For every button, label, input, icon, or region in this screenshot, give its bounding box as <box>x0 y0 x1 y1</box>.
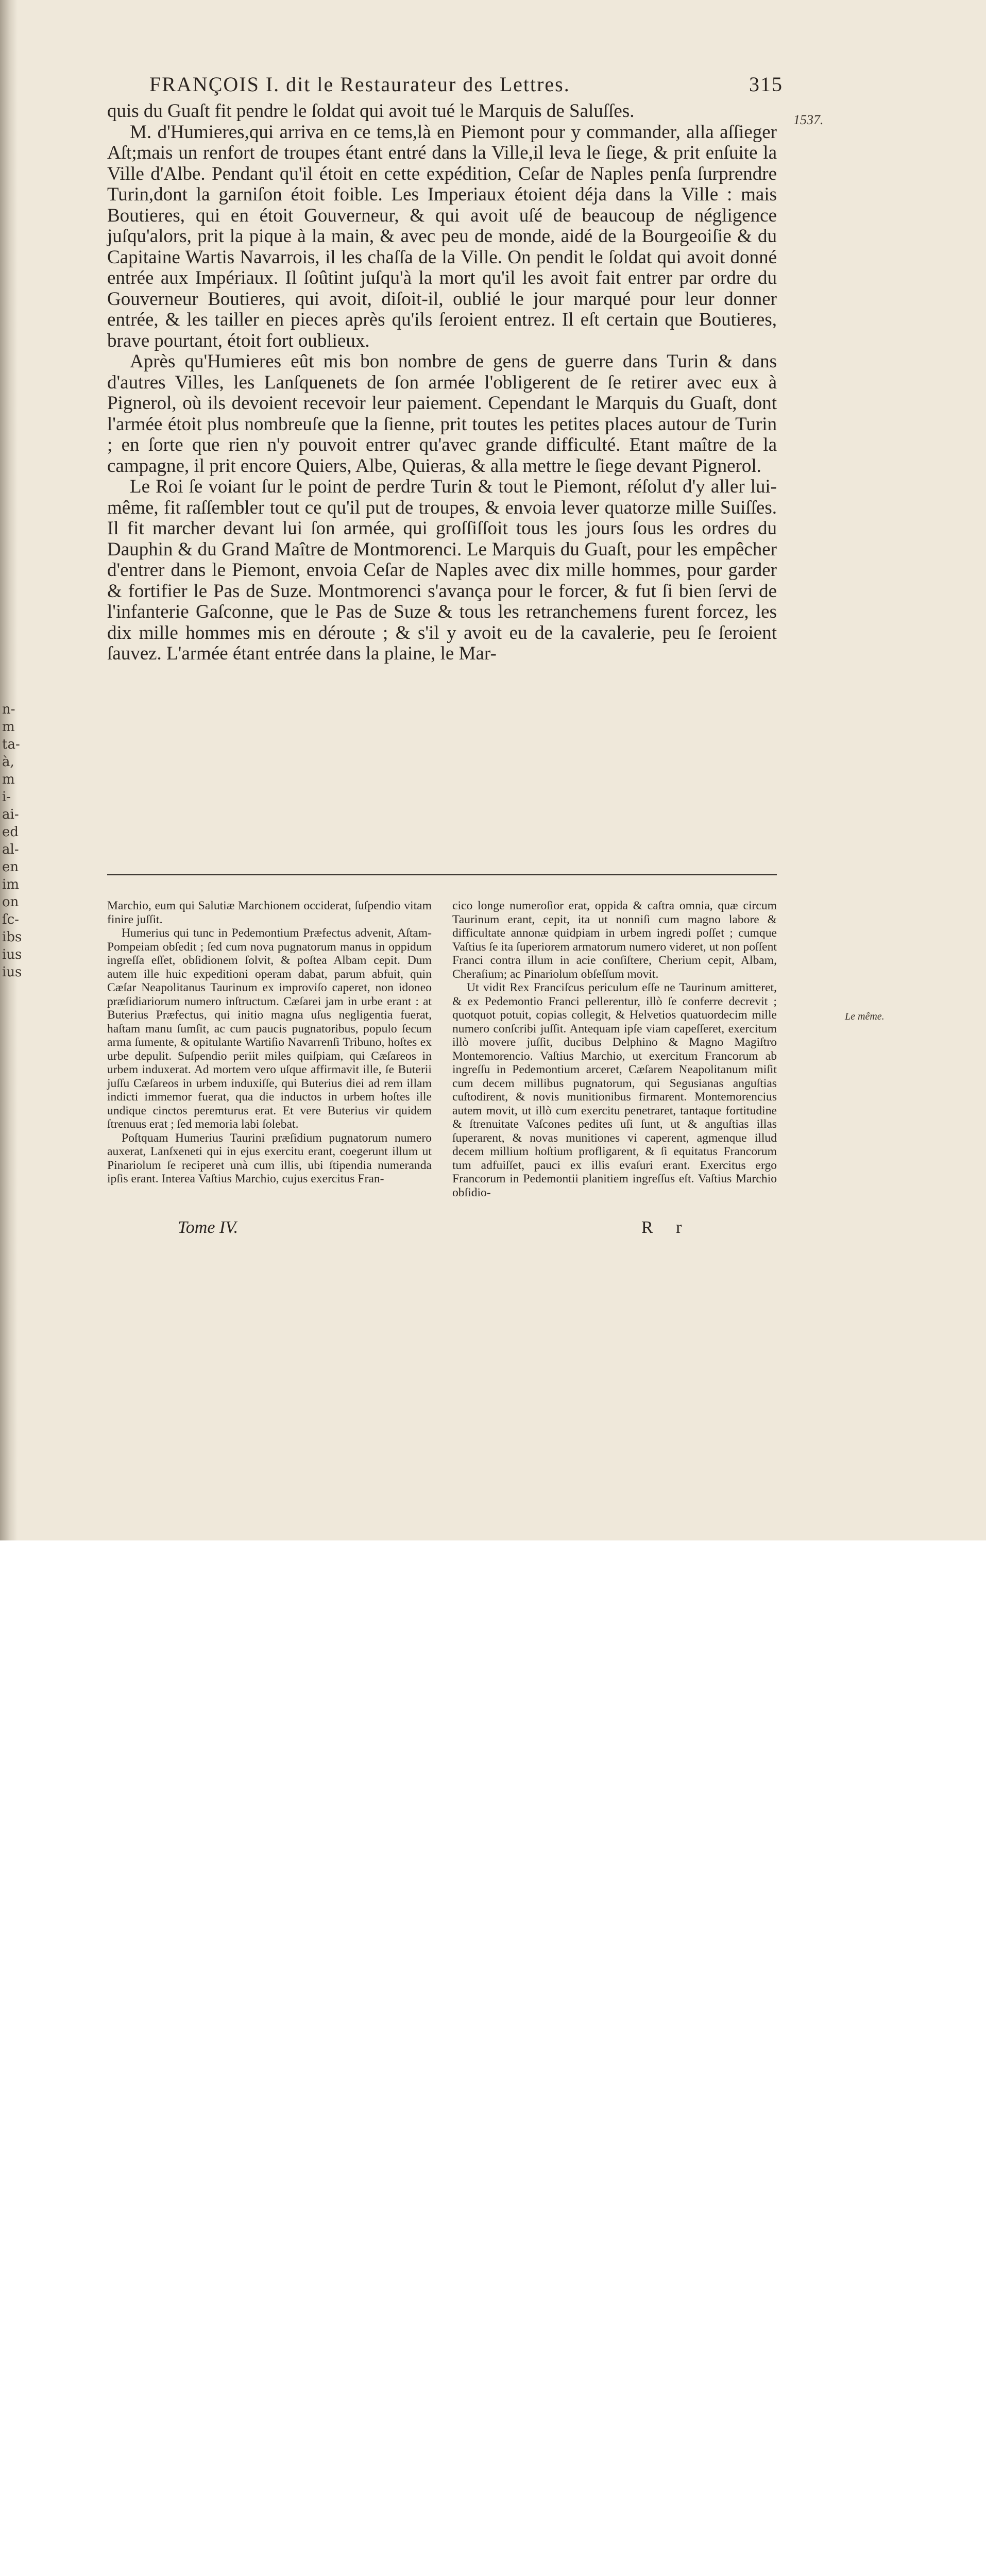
fragment: n- <box>2 702 15 717</box>
margin-year-note: 1537. <box>793 112 824 127</box>
footnote-divider <box>107 874 777 875</box>
main-text <box>107 101 777 665</box>
paragraph: Après qu'Humieres eût mis bon nombre de gens de guerre dans Turin & dans d'autres Villes, les Lanſquenets de ſon armée l'obligerent de ſe retirer avec eux à Pignerol, où ils devoient recevoir leur paiement. Cependant le Marquis du Guaſt, dont l'armée étoit plus nombreuſe que la ſienne, prit toutes les petites places autour de Turin ; en ſorte que rien n'y pouvoit entrer qu'avec grande difficulté. Etant maître de la campagne, il prit encore Quiers, Albe, Quieras, & alla mettre le ſiege devant Pignerol. <box>107 351 777 477</box>
latin-footnotes <box>107 899 777 1199</box>
footer-bar <box>0 1540 986 1619</box>
fragment: on <box>2 894 19 910</box>
footnote-paragraph: Poſtquam Humerius Taurini præſidium pugnatorum numero auxerat, Lanſxeneti qui in ejus exercitu erant, coegerunt illum ut Pinariolum ſe reciperet unà cum illis, ubi ſtipendia numeranda ipſis erant. Interea Vaſtius Marchio, cujus exercitus Fran- <box>107 1131 432 1185</box>
fragment: m <box>2 719 15 735</box>
running-head <box>149 72 783 103</box>
paragraph: Le Roi ſe voiant ſur le point de perdre Turin & tout le Piemont, réſolut d'y aller lui-même, fit raſſembler tout ce qu'il put de troupes, & envoia lever quatorze mille Suiſſes. Il fit marcher devant lui ſon armée, qui groſſiſſoit tous les jours ſous les ordres du Dauphin & du Grand Maître de Montmorenci. Le Marquis du Guaſt, pour les empêcher d'entrer dans le Piemont, envoia Ceſar de Naples avec dix mille hommes, pour garder & fortifier le Pas de Suze. Montmorenci s'avança pour le forcer, & fut ſi bien ſervi de l'infanterie Gaſconne, que le Pas de Suze & tous les retranchemens furent forcez, les dix mille hommes mis en déroute ; & s'il y avoit eu de la cavalerie, peu ſe ſeroient ſauvez. L'armée étant entrée dans la plaine, le Mar- <box>107 476 777 664</box>
fragment: im <box>2 877 19 892</box>
fragment: ſc- <box>2 912 19 927</box>
fragment: al- <box>2 842 19 857</box>
paragraph: quis du Guaſt fit pendre le ſoldat qui avoit tué le Marquis de Saluſſes. <box>107 100 635 122</box>
fragment: ius <box>2 964 22 980</box>
fragment: ta- <box>2 737 20 752</box>
fragment: à, <box>2 754 14 770</box>
footnote-paragraph: cico longe numeroſior erat, oppida & caſtra omnia, quæ circum Taurinum erant, cepit, ita ut nonniſi cum magno labore & difficultate annonæ quidpiam in urbem ingredi poſſet ; cumque Vaſtius ſe ita ſuperiorem armatorum numero videret, ut non poſſent Franci contra illum in acie conſiſtere, Cherium cepit, Albam, Cheraſium; ac Pinariolum obſeſſum movit. <box>452 899 777 981</box>
fragment: ius <box>2 947 22 962</box>
tome-signature: Tome IV. <box>178 1218 239 1237</box>
margin-side-note: Le même. <box>845 1011 885 1022</box>
running-title: FRANÇOIS I. dit le Restaurateur des Lettres. <box>149 73 570 96</box>
fragment: ai- <box>2 807 19 822</box>
fragment: i- <box>2 789 11 805</box>
page-number: 315 <box>749 73 783 96</box>
fragment: ed <box>2 824 19 840</box>
paragraph: M. d'Humieres,qui arriva en ce tems,là en Piemont pour y commander, alla aſſieger Aſt;mais un renfort de troupes étant entré dans la Ville,il leva le ſiege, & prit enſuite la Ville d'Albe. Pendant qu'il étoit en cette expédition, Ceſar de Naples penſa ſurprendre Turin,dont la garniſon étoit foible. Les Imperiaux étoient déja dans la Ville : mais Boutieres, qui en étoit Gouverneur, & qui avoit uſé de beaucoup de négligence juſqu'alors, prit la pique à la main, & avec peu de monde, aidé de la Bourgeoiſie & du Capitaine Wartis Navarrois, il les chaſſa de la Ville. On pendit le ſoldat qui avoit donné entrée aux Impériaux. Il ſoûtint juſqu'à la mort qu'il les avoit fait entrer par ordre du Gouverneur Boutieres, qui avoit, diſoit-il, oublié le jour marqué pour leur donner entrée, & les tailler en pieces après qu'ils ſeroient entrez. Il eſt certain que Boutieres, brave pourtant, étoit fort oublieux. <box>107 121 777 351</box>
footnote-paragraph: Humerius qui tunc in Pedemontium Præfectus advenit, Aſtam-Pompeiam obſedit ; ſed cum nova pugnatorum manus in oppidum ingreſſa eſſet, obſidionem ſolvit, & poſtea Albam cepit. Dum autem ille huic expeditioni operam dabat, parum abfuit, quin Cæſar Neapolitanus Taurinum ex improviſo caperet, non idoneo præſidiariorum numero inſtructum. Cæſarei jam in urbe erant : at Buterius Præfectus, qui initio magna uſus negligentia fuerat, haſtam manu ſumſit, ac cum paucis pugnatoribus, populo ſecum arma ſumente, & opitulante Wartiſio Navarrenſi Tribuno, hoſtes ex urbe depulit. Suſpendio periit miles quiſpiam, qui Cæſareos in urbem induxerat. Ad mortem vero uſque affirmavit ille, ſe Buterii juſſu Cæſareos in urbem induxiſſe, qui Buterius diei ad rem illam indicti immemor fuerat, qua die inductos in urbem hoſtes ille undique cinctos peremturus erat. Et vere Buterius vir quidem ſtrenuus erat ; ſed memoria labi ſolebat. <box>107 926 432 1131</box>
footnote-column-left <box>107 899 432 1199</box>
facing-page-fragments <box>2 701 23 981</box>
gathering-mark: R r <box>641 1218 691 1237</box>
fragment: en <box>2 859 19 875</box>
footnote-paragraph: Ut vidit Rex Franciſcus periculum eſſe ne Taurinum amitteret, & ex Pedemontio Franci pellerentur, illò ſe conferre decrevit ; quotquot potuit, copias collegit, & Helvetios quatuordecim mille numero conſcribi juſſit. Antequam ipſe viam capeſſeret, exercitum illò movere juſſit, ducibus Delphino & Magno Magiſtro Montemorencio. Vaſtius Marchio, ut exercitum Francorum ab ingreſſu in Pedemontium arceret, Cæſarem Neapolitanum miſit cum decem millibus pugnatorum, qui Segusianas anguſtias cuſtodirent, & novis munitionibus firmarent. Montemorencius autem movit, ut illò cum exercitu penetraret, tantaque fortitudine & ſtrenuitate Vaſcones pedites uſi ſunt, ut & anguſtias illas ſuperarent, & novas munitiones vi caperent, agmenque illud decem millium hoſtium profligarent, & ſi equitatus Francorum tum adfuiſſet, pauci ex illis evaſuri erant. Exercitus ergo Francorum in Pedemontii planitiem ingreſſus eſt. Vaſtius Marchio obſidio- <box>452 981 777 1199</box>
fragment: ibs <box>2 929 22 945</box>
fragment: m <box>2 772 15 787</box>
footnote-column-right <box>452 899 777 1199</box>
footnote-paragraph: Marchio, eum qui Salutiæ Marchionem occiderat, ſuſpendio vitam finire juſſit. <box>107 899 432 926</box>
